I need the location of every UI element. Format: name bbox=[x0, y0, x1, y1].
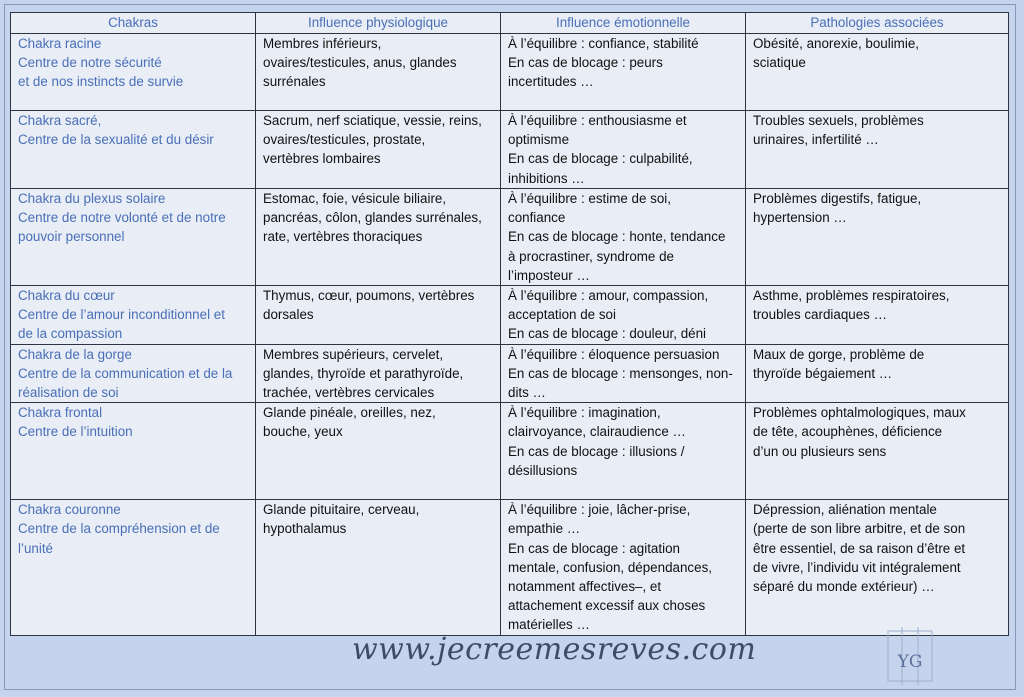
header-pathologies: Pathologies associées bbox=[746, 13, 1009, 34]
cell-physio bbox=[256, 344, 501, 403]
cell-line: Chakra de la gorge bbox=[18, 346, 132, 362]
table-row bbox=[11, 500, 1009, 635]
cell-line: surrénales bbox=[263, 74, 326, 90]
cell-line: hypothalamus bbox=[263, 521, 347, 537]
header-physio: Influence physiologique bbox=[256, 13, 501, 34]
cell-line: Chakra du plexus solaire bbox=[18, 191, 166, 206]
cell-line: Centre de la compréhension et de bbox=[18, 521, 220, 537]
cell-line: clairvoyance, clairaudience … bbox=[508, 424, 686, 440]
cell-emotion bbox=[501, 189, 746, 286]
cell-line: confiance bbox=[508, 210, 566, 226]
cell-line: À l’équilibre : confiance, stabilité bbox=[508, 36, 699, 51]
cell-line: En cas de blocage : illusions / bbox=[508, 443, 685, 459]
cell-emotion bbox=[501, 344, 746, 403]
cell-line: Chakra racine bbox=[18, 36, 102, 51]
cell-pathologies bbox=[746, 500, 1009, 635]
cell-line: Maux de gorge, problème de bbox=[753, 346, 925, 362]
cell-physio bbox=[256, 34, 501, 111]
cell-chakra bbox=[11, 500, 256, 635]
cell-line: matérielles … bbox=[508, 617, 590, 633]
cell-line: Troubles sexuels, problèmes bbox=[753, 113, 924, 128]
cell-line: En cas de blocage : douleur, déni bbox=[508, 326, 707, 342]
cell-line: à procrastiner, syndrome de bbox=[508, 248, 674, 264]
cell-line: (perte de son libre arbitre, et de son bbox=[753, 521, 966, 537]
cell-line: mentale, confusion, dépendances, bbox=[508, 559, 712, 575]
cell-line: sciatique bbox=[753, 55, 806, 71]
cell-line: Chakra frontal bbox=[18, 405, 103, 421]
header-chakras: Chakras bbox=[11, 13, 256, 34]
cell-line: l’imposteur … bbox=[508, 267, 590, 283]
cell-line: Membres inférieurs, bbox=[263, 36, 382, 51]
cell-line: trachée, vertèbres cervicales bbox=[263, 385, 435, 401]
cell-line: ovaires/testicules, anus, glandes bbox=[263, 55, 457, 71]
cell-line: Centre de l’amour inconditionnel et bbox=[18, 307, 225, 323]
cell-line: Centre de notre sécurité bbox=[18, 55, 162, 71]
cell-line: vertèbres lombaires bbox=[263, 151, 381, 167]
cell-line: À l’équilibre : estime de soi, bbox=[508, 191, 671, 206]
cell-line: d’un ou plusieurs sens bbox=[753, 443, 887, 459]
cell-line: hypertension … bbox=[753, 210, 847, 226]
cell-line: Estomac, foie, vésicule biliaire, bbox=[263, 191, 447, 206]
cell-pathologies bbox=[746, 189, 1009, 286]
cell-chakra bbox=[11, 111, 256, 189]
table-header-row bbox=[11, 13, 1009, 34]
cell-line: Problèmes digestifs, fatigue, bbox=[753, 191, 922, 206]
cell-line: À l’équilibre : amour, compassion, bbox=[508, 288, 709, 304]
cell-line: Centre de notre volonté et de notre bbox=[18, 210, 226, 226]
cell-physio bbox=[256, 286, 501, 345]
cell-line: de tête, acouphènes, déficience bbox=[753, 424, 943, 440]
table-row bbox=[11, 403, 1009, 500]
cell-pathologies bbox=[746, 111, 1009, 189]
cell-line: En cas de blocage : peurs bbox=[508, 55, 663, 71]
cell-line: séparé du monde extérieur) … bbox=[753, 579, 935, 595]
cell-line: En cas de blocage : agitation bbox=[508, 540, 680, 556]
table-row bbox=[11, 344, 1009, 403]
cell-line: pouvoir personnel bbox=[18, 229, 125, 245]
cell-emotion bbox=[501, 500, 746, 635]
cell-line: urinaires, infertilité … bbox=[753, 132, 879, 148]
cell-chakra bbox=[11, 344, 256, 403]
cell-emotion bbox=[501, 403, 746, 500]
cell-physio bbox=[256, 403, 501, 500]
cell-line: acceptation de soi bbox=[508, 307, 616, 323]
cell-line: En cas de blocage : mensonges, non- bbox=[508, 365, 733, 381]
cell-chakra bbox=[11, 189, 256, 286]
cell-line: troubles cardiaques … bbox=[753, 307, 887, 323]
cell-line: À l’équilibre : éloquence persuasion bbox=[508, 346, 720, 362]
cell-line: bouche, yeux bbox=[263, 424, 343, 440]
cell-line: attachement excessif aux choses bbox=[508, 598, 706, 614]
cell-pathologies bbox=[746, 403, 1009, 500]
cell-line: optimisme bbox=[508, 132, 570, 148]
chakra-table bbox=[10, 12, 1009, 636]
cell-line: À l’équilibre : imagination, bbox=[508, 405, 661, 421]
cell-line: Chakra sacré, bbox=[18, 113, 102, 128]
cell-line: incertitudes … bbox=[508, 74, 594, 90]
cell-physio bbox=[256, 500, 501, 635]
cell-line: empathie … bbox=[508, 521, 581, 537]
cell-pathologies bbox=[746, 286, 1009, 345]
table-row bbox=[11, 286, 1009, 345]
cell-line: À l’équilibre : joie, lâcher-prise, bbox=[508, 502, 691, 518]
cell-emotion bbox=[501, 34, 746, 111]
cell-line: Membres supérieurs, cervelet, bbox=[263, 346, 444, 362]
cell-line: désillusions bbox=[508, 462, 578, 478]
table-row bbox=[11, 189, 1009, 286]
cell-line: Thymus, cœur, poumons, vertèbres bbox=[263, 288, 475, 304]
cell-line: et de nos instincts de survie bbox=[18, 74, 184, 90]
cell-line: Chakra du cœur bbox=[18, 288, 115, 304]
cell-line: Problèmes ophtalmologiques, maux bbox=[753, 405, 966, 421]
cell-line: réalisation de soi bbox=[18, 385, 119, 401]
cell-line: Dépression, aliénation mentale bbox=[753, 502, 937, 518]
cell-line: En cas de blocage : honte, tendance bbox=[508, 229, 726, 245]
cell-line: de la compassion bbox=[18, 326, 123, 342]
cell-line: En cas de blocage : culpabilité, bbox=[508, 151, 693, 167]
cell-physio bbox=[256, 111, 501, 189]
cell-line: notamment affectives–, et bbox=[508, 579, 662, 595]
header-emotion: Influence émotionnelle bbox=[501, 13, 746, 34]
cell-line: dorsales bbox=[263, 307, 314, 323]
cell-line: Sacrum, nerf sciatique, vessie, reins, bbox=[263, 113, 482, 128]
cell-pathologies bbox=[746, 344, 1009, 403]
cell-chakra bbox=[11, 403, 256, 500]
cell-line: glandes, thyroïde et parathyroïde, bbox=[263, 365, 464, 381]
cell-line: thyroïde bégaiement … bbox=[753, 365, 893, 381]
cell-line: inhibitions … bbox=[508, 170, 585, 186]
cell-emotion bbox=[501, 111, 746, 189]
cell-line: ovaires/testicules, prostate, bbox=[263, 132, 426, 148]
cell-line: Centre de l’intuition bbox=[18, 424, 133, 440]
cell-line: À l’équilibre : enthousiasme et bbox=[508, 113, 687, 128]
svg-text:YG: YG bbox=[897, 652, 923, 672]
cell-line: Obésité, anorexie, boulimie, bbox=[753, 36, 919, 51]
cell-line: Glande pinéale, oreilles, nez, bbox=[263, 405, 436, 421]
cell-line: l’unité bbox=[18, 540, 53, 556]
yg-logo bbox=[880, 625, 940, 687]
cell-line: être essentiel, de sa raison d’être et bbox=[753, 540, 966, 556]
cell-pathologies bbox=[746, 34, 1009, 111]
cell-emotion bbox=[501, 286, 746, 345]
cell-physio bbox=[256, 189, 501, 286]
website-url[interactable]: www.jecreemesreves.com bbox=[352, 632, 757, 667]
cell-chakra bbox=[11, 34, 256, 111]
cell-line: dits … bbox=[508, 385, 546, 401]
cell-line: pancréas, côlon, glandes surrénales, bbox=[263, 210, 482, 226]
cell-line: Glande pituitaire, cerveau, bbox=[263, 502, 420, 518]
cell-line: de vivre, l’individu vit intégralement bbox=[753, 559, 961, 575]
table-row bbox=[11, 34, 1009, 111]
cell-line: Asthme, problèmes respiratoires, bbox=[753, 288, 950, 304]
cell-chakra bbox=[11, 286, 256, 345]
cell-line: Centre de la communication et de la bbox=[18, 365, 233, 381]
table-row bbox=[11, 111, 1009, 189]
cell-line: rate, vertèbres thoraciques bbox=[263, 229, 423, 245]
cell-line: Chakra couronne bbox=[18, 502, 121, 518]
cell-line: Centre de la sexualité et du désir bbox=[18, 132, 214, 148]
